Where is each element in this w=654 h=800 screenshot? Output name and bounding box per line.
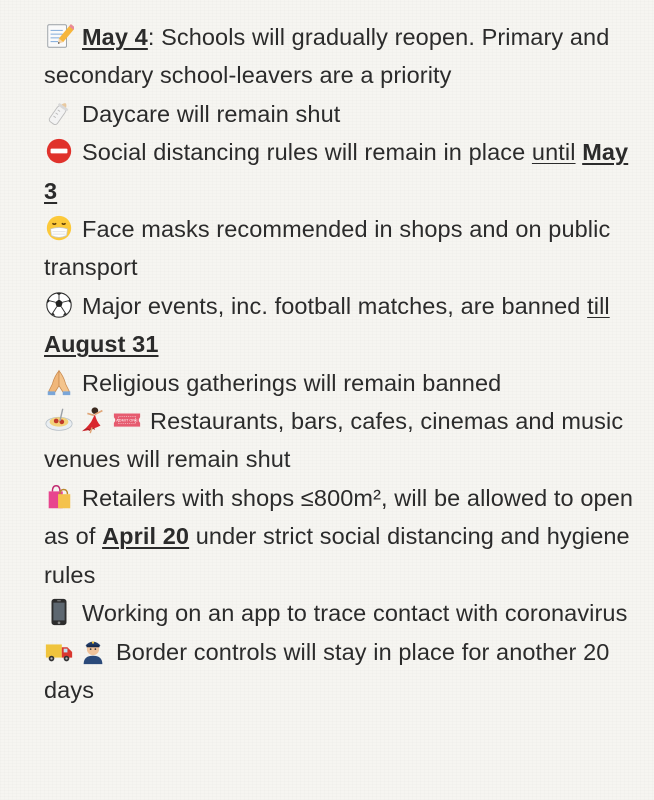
police-officer-icon	[78, 636, 108, 666]
item-text: under strict social distancing and hygiene rules	[44, 523, 630, 588]
ticket-label: ADMIT ONE	[116, 418, 138, 423]
item-text: Working on an app to trace contact with coronavirus	[82, 600, 628, 627]
date-april-20: April 20	[102, 523, 190, 550]
memo-icon	[44, 21, 74, 51]
note-content	[44, 18, 644, 709]
list-item	[44, 95, 644, 133]
soccer-ball-icon	[44, 290, 74, 320]
list-item	[44, 364, 644, 402]
folded-hands-icon	[44, 367, 74, 397]
item-text: Border controls will stay in place for another 20 days	[44, 638, 610, 703]
mobile-phone-icon	[44, 597, 74, 627]
date-may-4: May 4	[82, 24, 148, 50]
no-entry-icon	[44, 136, 74, 166]
item-text: Religious gatherings will remain banned	[82, 369, 502, 396]
dancer-icon	[78, 405, 108, 435]
baby-bottle-icon	[44, 98, 74, 128]
list-item	[44, 402, 644, 479]
item-text: Major events, inc. football matches, are banned	[82, 292, 581, 319]
spaghetti-icon	[44, 405, 74, 435]
item-text: Retailers with shops ≤800m², will be allowed to open as of	[44, 484, 634, 550]
list-item	[44, 594, 644, 632]
shopping-bags-icon	[44, 482, 74, 512]
till-word: till	[587, 292, 610, 319]
item-text: Social distancing rules will remain in place	[82, 139, 526, 166]
list-item	[44, 133, 644, 210]
face-mask-icon	[44, 213, 74, 243]
list-item	[44, 18, 644, 95]
list-item	[44, 287, 644, 364]
date-may-3: May 3	[44, 139, 629, 204]
item-text: : Schools will gradually reopen. Primary and secondary school-leavers are a priority	[44, 24, 610, 89]
item-text: Restaurants, bars, cafes, cinemas and music venues will remain shut	[44, 408, 624, 473]
list-item	[44, 479, 644, 594]
delivery-truck-icon	[44, 636, 74, 666]
list-item	[44, 210, 644, 287]
date-august-31: August 31	[44, 331, 159, 358]
item-text: Daycare will remain shut	[82, 100, 341, 127]
until-word: until	[531, 139, 576, 166]
list-item	[44, 633, 644, 710]
ticket-icon	[112, 405, 142, 435]
item-text: Face masks recommended in shops and on public transport	[44, 216, 611, 281]
